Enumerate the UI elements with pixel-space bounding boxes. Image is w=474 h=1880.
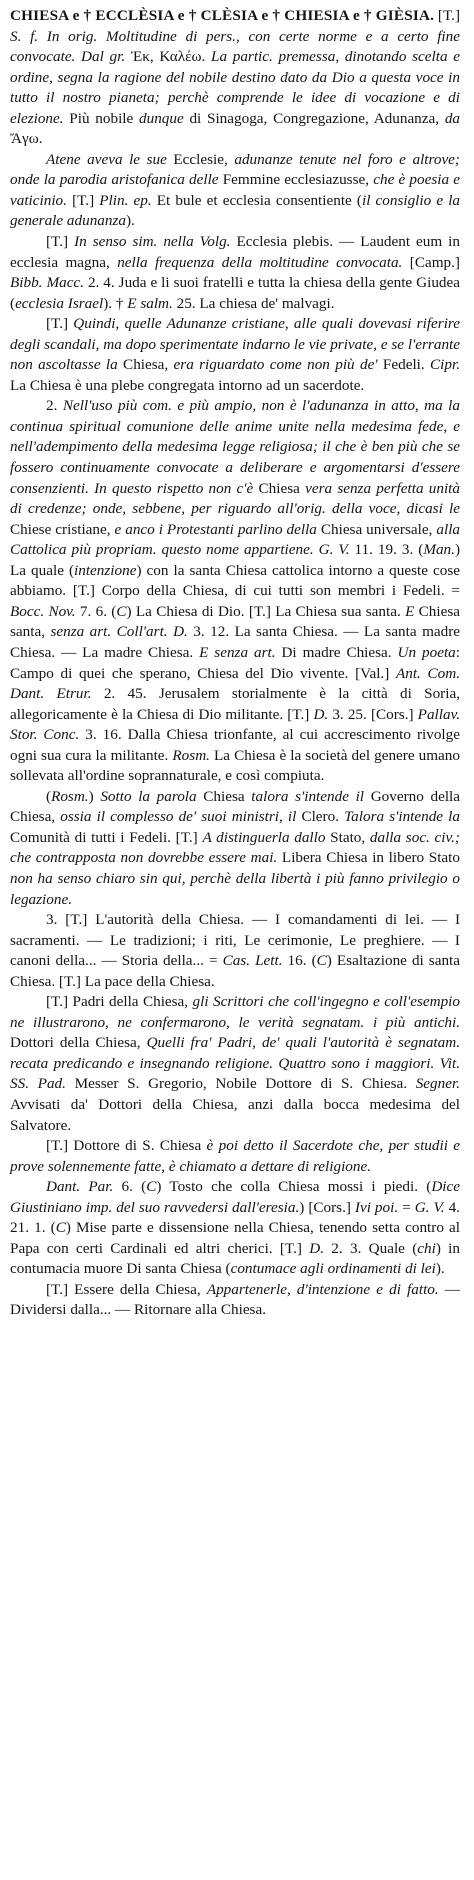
text-run: [T.] Padri della Chiesa,	[46, 993, 193, 1011]
text-run: Dottori della Chiesa,	[10, 1034, 147, 1052]
text-run: : Campo di quei che sperano, Chiesa del Dio vivente. [Val.]	[10, 643, 461, 682]
italic-text-run: Plin. ep.	[99, 191, 152, 209]
text-run: di Sinagoga, Congregazione, Adunanza,	[183, 109, 445, 127]
italic-text-run: Man.	[423, 541, 455, 559]
text-run: )	[88, 787, 101, 805]
italic-text-run: S. f. In orig. Moltitudine di pers., con certe norme e a certo fine convocate. Dal gr.	[10, 27, 460, 66]
italic-text-run: C	[55, 1219, 66, 1237]
text-run: [T.]	[434, 7, 460, 24]
text-run: 6. (	[113, 1178, 147, 1196]
text-run: — Dividersi dalla... — Ritornare alla Chiesa.	[10, 1280, 460, 1319]
italic-text-run: Nell'uso più com. e più ampio, non è l'adunanza in atto, ma la continua spiritual comunione delle anime unite nella medesima fede, e nell'adempimento della medesima legge religiosa; il che è ben più che se fossero continuamente convocate a deliberare e argomentarsi d'essere consenzienti. In questo rispetto non c'è	[10, 397, 460, 497]
text-run: [T.] Dottore di S. Chiesa	[46, 1137, 207, 1155]
text-run: ) La Chiesa di Dio. [T.] La Chiesa sua santa.	[126, 602, 406, 620]
text-run: Avvisati da' Dottori della Chiesa, anzi dalla bocca medesima del Salvatore.	[10, 1095, 460, 1134]
italic-text-run: che è poesia e vaticinio.	[10, 171, 461, 209]
entry-paragraph-5	[10, 396, 460, 786]
text-run: [T.]	[46, 315, 74, 333]
text-run: ) La quale (	[10, 541, 461, 579]
italic-text-run: talora s'intende il	[251, 787, 365, 805]
text-run: 2. 45. Jerusalem storialmente è la città di Soria, allegoricamente è la Chiesa di Dio militante. [T.]	[10, 685, 460, 723]
italic-text-run: chi	[417, 1239, 436, 1257]
italic-text-run: C	[146, 1178, 157, 1196]
italic-text-run: E salm.	[127, 294, 173, 312]
italic-text-run: è poi detto il Sacerdote che, per studii e prove solennemente fatte, è chiamato a dettare di religione.	[10, 1137, 460, 1175]
text-run: Governo della Chiesa,	[10, 787, 460, 826]
italic-text-run: Bibb. Macc.	[10, 274, 84, 292]
entry-paragraph-10	[10, 1177, 460, 1280]
text-run: Chiesa	[196, 787, 252, 805]
italic-text-run: adunanze tenute nel foro e altrove; onde la parodia aristofanica delle	[10, 150, 460, 189]
italic-text-run: Quelli fra' Padri, de' quali l'autorità è segnatam. recata predicando e insegnando religione. Quattro sono i maggiori.	[10, 1034, 460, 1072]
text-run: Chiesa universale,	[316, 520, 437, 538]
text-run: Ἐκ, Καλέω.	[125, 48, 211, 66]
italic-text-run: Ant. Com. Dant. Etrur.	[10, 664, 460, 703]
text-run: Chiesa santa,	[10, 602, 460, 641]
italic-text-run: G. V.	[414, 1198, 445, 1216]
text-run: Più nobile	[63, 109, 139, 127]
italic-text-run: vera senza perfetta unità di credenze; onde, sebbene, per riguardo all'orig. della voce, dicasi le	[10, 479, 460, 518]
italic-text-run: e anco i Protestanti parlino della	[114, 520, 317, 538]
text-run: 3. 12. La santa Chiesa. — La santa madre Chiesa. — La madre Chiesa.	[10, 623, 461, 661]
italic-text-run: C	[116, 602, 127, 620]
italic-text-run: Appartenerle, d'intenzione e di fatto.	[206, 1280, 439, 1298]
italic-text-run: E senza art.	[199, 643, 276, 661]
text-run: Stato,	[325, 828, 370, 846]
entry-paragraph-7	[10, 910, 460, 992]
text-run: ).	[126, 212, 135, 230]
text-run: 2. 4. Juda e li suoi fratelli e tutta la chiesa della gente Giudea (	[10, 274, 460, 312]
italic-text-run: intenzione	[74, 561, 137, 579]
text-run: La Chiesa è la società del genere umano sollevata all'ordine soprannaturale, e così compiuta.	[10, 746, 460, 785]
italic-text-run: D.	[309, 1239, 324, 1257]
headword: CHIESA e † ECCLÈSIA e † CLÈSIA e † CHIESIA e † GIÈSIA.	[10, 7, 435, 24]
italic-text-run: il consiglio e la generale adunanza	[10, 191, 461, 230]
italic-text-run: Rosm.	[172, 746, 210, 764]
text-run: [Camp.]	[402, 253, 460, 271]
italic-text-run: senza art. Coll'art.	[50, 623, 168, 641]
entry-paragraph-1	[10, 6, 460, 150]
text-run: Ἄγω.	[10, 130, 43, 148]
text-run: Chiesa	[253, 479, 306, 497]
italic-text-run: ecclesia Israel	[15, 294, 104, 312]
entry-paragraph-8	[10, 992, 460, 1136]
text-run: ). †	[103, 294, 128, 312]
text-run: [T.] Essere della Chiesa,	[46, 1280, 207, 1298]
text-run: Libera Chiesa in libero Stato	[277, 849, 460, 867]
italic-text-run: D.	[173, 623, 188, 641]
italic-text-run: alla Cattolica più propriam. questo nome appartiene.	[10, 520, 461, 559]
entry-paragraph-9	[10, 1136, 460, 1177]
text-run: 7. 6. (	[75, 602, 117, 620]
italic-text-run: A distinguerla dallo	[202, 828, 326, 846]
text-run: =	[398, 1198, 415, 1216]
text-run: Comunità di tutti i Fedeli. [T.]	[10, 828, 203, 846]
italic-text-run: In senso sim. nella Volg.	[74, 233, 231, 251]
entry-paragraph-2	[10, 150, 460, 232]
italic-text-run: Atene aveva le sue	[46, 150, 167, 168]
italic-text-run: dunque	[139, 109, 184, 127]
italic-text-run: nella frequenza della moltitudine convocata.	[117, 253, 403, 271]
text-run: 4. 21. 1. (	[10, 1198, 460, 1237]
text-run: ) [Cors.]	[299, 1198, 355, 1216]
text-run: Messer S. Gregorio, Nobile Dottore di S. Chiesa.	[65, 1075, 416, 1093]
text-run: Chiese cristiane,	[10, 520, 115, 538]
italic-text-run: Talora s'intende la	[344, 808, 460, 826]
text-run: Di madre Chiesa.	[275, 643, 398, 661]
italic-text-run: Vit. SS. Pad.	[10, 1054, 461, 1093]
italic-text-run: Cipr.	[430, 356, 460, 374]
text-run: 11. 19. 3. (	[349, 541, 424, 559]
italic-text-run: Dant. Par.	[46, 1178, 114, 1196]
italic-text-run: da	[444, 109, 460, 127]
italic-text-run: Quindi, quelle Adunanze cristiane, alle quali dovevasi riferire degli scandali, ma dopo sperimentate indarno le vie private, e se l'errante non ascoltasse la	[10, 315, 460, 374]
text-run: 2.	[46, 397, 63, 415]
text-run: Ecclesie,	[166, 150, 235, 168]
italic-text-run: D.	[313, 705, 329, 723]
entry-paragraph-6	[10, 787, 460, 910]
italic-text-run: non ha senso chiaro sin qui, perchè della libertà i più fanno privilegio o legazione.	[10, 869, 460, 908]
entry-paragraph-11	[10, 1280, 460, 1321]
text-run: ).	[435, 1260, 445, 1278]
text-run: [T.]	[66, 191, 100, 209]
italic-text-run: Dice Giustiniano imp. del suo ravvedersi dall'eresia.	[10, 1178, 460, 1216]
italic-text-run: Bocc. Nov.	[10, 602, 76, 620]
italic-text-run: Ivi poi.	[354, 1198, 399, 1216]
text-run: ) in contumacia muore Di santa Chiesa (	[10, 1239, 460, 1278]
italic-text-run: E	[405, 602, 415, 620]
italic-text-run: Pallav. Stor. Conc.	[10, 705, 460, 744]
italic-text-run: C	[316, 952, 327, 970]
italic-text-run: Segner.	[415, 1075, 460, 1093]
italic-text-run: contumace agli ordinamenti di lei	[230, 1260, 436, 1278]
italic-text-run: Un poeta	[397, 643, 456, 661]
italic-text-run: Cas. Lett.	[222, 952, 283, 970]
text-run: Femmine ecclesiazusse,	[218, 171, 374, 189]
text-run: Chiesa,	[117, 356, 174, 374]
text-run: Et bule et ecclesia consentiente (	[151, 191, 362, 209]
italic-text-run: Sotto la parola	[100, 787, 197, 805]
text-run: 3. 16. Dalla Chiesa trionfante, al cui accrescimento rivolge ogni sua cura la militante.	[10, 726, 460, 764]
italic-text-run: era riguardato come non più de'	[173, 356, 378, 374]
text-run: (	[46, 787, 52, 805]
text-run: Clero.	[296, 808, 345, 826]
italic-text-run: gli Scrittori che coll'ingegno e coll'esempio ne illustrarono, ne confermarono, le verità segnatam. i più antichi.	[10, 993, 460, 1031]
text-run: ) con la santa Chiesa cattolica intorno a queste cose abbiamo. [T.] Corpo della Chiesa, di cui tutti son membri i Fedeli. =	[10, 561, 460, 600]
text-run: 3. 25. [Cors.]	[328, 705, 418, 723]
text-run: ) Mise parte e dissensione nella Chiesa, tenendo setta contro al Papa con certi Cardinali ed altri cherici. [T.]	[10, 1219, 461, 1257]
text-run: ) Tosto che colla Chiesa mossi i piedi. (	[156, 1178, 432, 1196]
italic-text-run: G. V.	[318, 541, 350, 559]
text-run: 25. La chiesa de' malvagi.	[172, 294, 335, 312]
text-run: 16. (	[282, 952, 317, 970]
entry-paragraph-4	[10, 314, 460, 396]
italic-text-run: dalla soc. civ.; che contrapposta non dovrebbe essere mai.	[10, 828, 460, 867]
entry-paragraph-3	[10, 232, 460, 314]
text-run: Fedeli.	[377, 356, 431, 374]
italic-text-run: ossia il complesso de' suoi ministri, il	[60, 808, 297, 826]
text-run: 3. [T.] L'autorità della Chiesa. — I comandamenti di lei. — I sacramenti. — Le tradizioni; i riti, Le cerimonie, Le preghiere. — I canoni della... — Storia della... =	[10, 911, 460, 970]
italic-text-run: Rosm.	[51, 787, 89, 805]
text-run: Ecclesia plebis. — Laudent eum in ecclesia magna,	[10, 233, 460, 271]
text-run: 2. 3. Quale (	[324, 1239, 418, 1257]
italic-text-run: La partic. premessa, dinotando scelta e ordine, segna la ragione del nobile destino dato da Dio a questa voce in tutto il nostro pianeta; perchè comprende le idee di vocazione e di elezione.	[10, 48, 460, 127]
text-run: ) Esaltazione di santa Chiesa. [T.] La pace della Chiesa.	[10, 952, 461, 990]
text-run: La Chiesa è una plebe congregata intorno ad un sacerdote.	[10, 376, 365, 394]
text-run: [T.]	[46, 233, 75, 251]
